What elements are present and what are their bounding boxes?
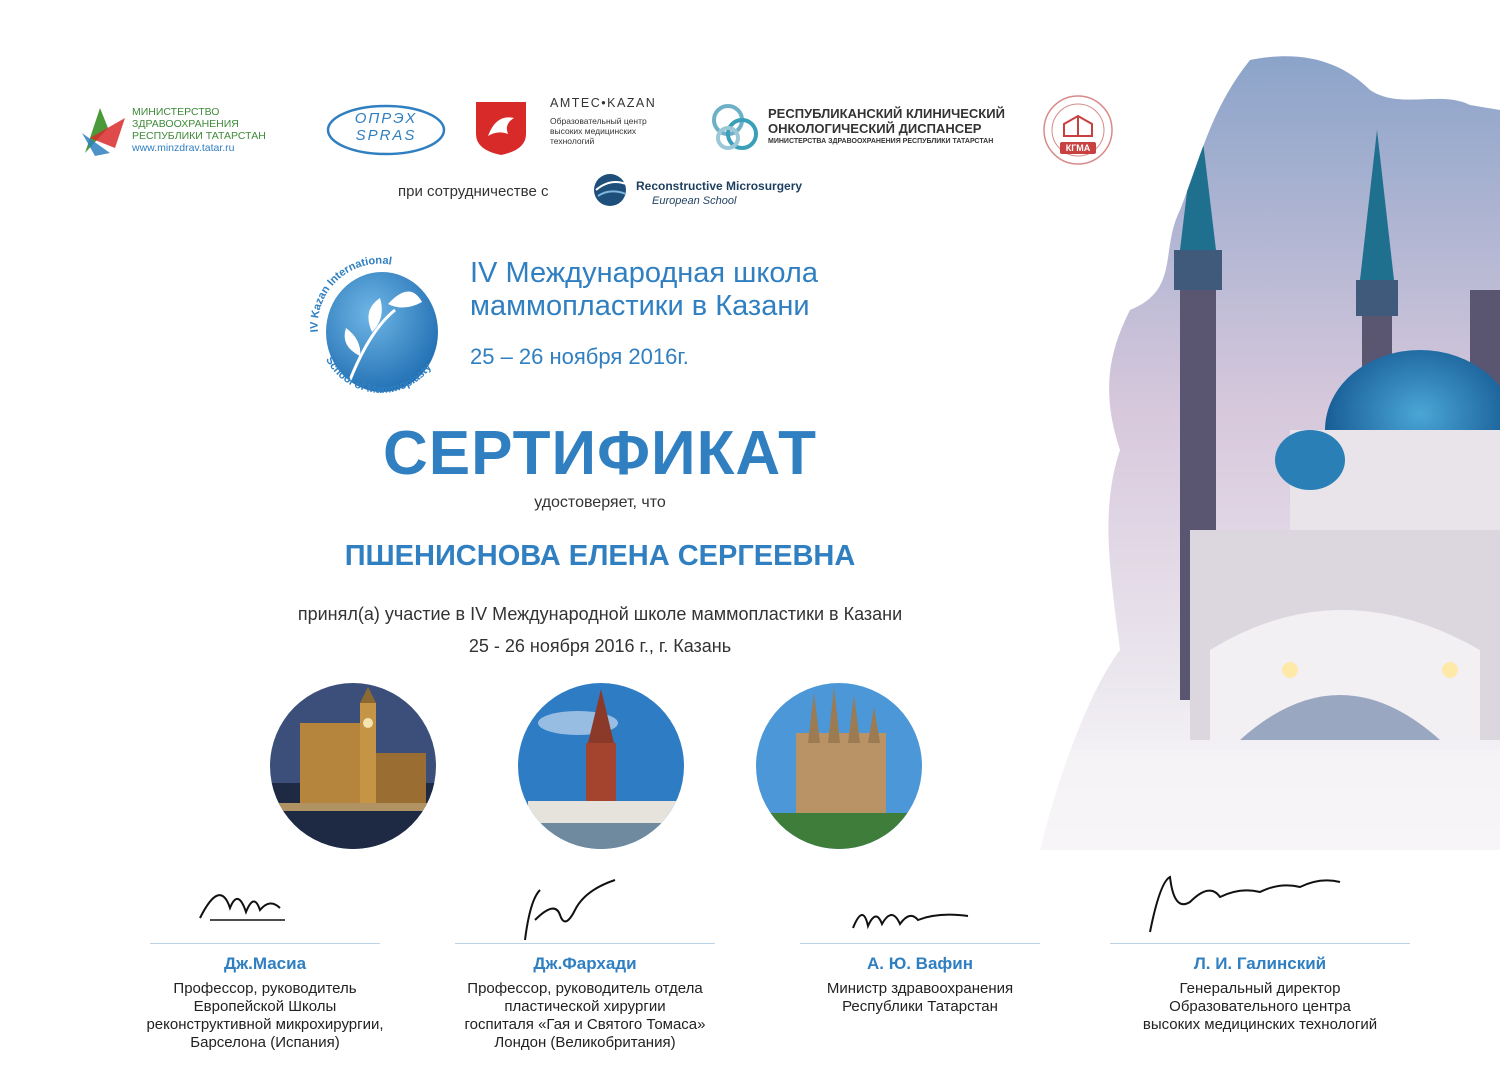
ministry-line2: РЕСПУБЛИКИ ТАТАРСТАН	[132, 130, 266, 142]
signatory-block	[790, 954, 1050, 1016]
amtec-line1: Образовательный центр	[550, 116, 647, 126]
photo-kazan	[518, 683, 684, 849]
event-dates: 25 – 26 ноября 2016г.	[470, 344, 689, 369]
certificate-heading: СЕРТИФИКАТ	[383, 419, 817, 488]
oncology-line3: МИНИСТЕРСТВА ЗДРАВООХРАНЕНИЯ РЕСПУБЛИКИ ТАТАРСТАН	[768, 138, 994, 145]
ministry-logo	[80, 98, 295, 158]
signature-line	[455, 943, 715, 944]
amtec-title: AMTEC•KAZAN	[550, 96, 657, 110]
signatory-role-line: пластической хирургии	[504, 998, 666, 1015]
signature-line	[800, 943, 1040, 944]
microsurgery-school-logo	[592, 172, 632, 208]
amtec-line2: высоких медицинских	[550, 126, 637, 136]
amtec-line3: технологий	[550, 136, 595, 146]
kgma-logo	[1042, 94, 1114, 166]
signature-line	[1110, 943, 1410, 944]
signatory-role-line: Министр здравоохранения	[826, 980, 1014, 997]
signature-farhadi-image	[505, 870, 625, 950]
amtec-logo	[474, 96, 694, 158]
ministry-url: www.minzdrav.tatar.ru	[132, 142, 235, 154]
oncology-logo	[708, 100, 1028, 156]
spras-line1: ОПРЭХ	[354, 110, 418, 127]
school-arc-top-text: IV Kazan International	[308, 254, 393, 333]
ministry-emblem-icon	[80, 98, 130, 158]
barcelona-sagrada-familia-image	[756, 683, 922, 849]
oncology-emblem-icon	[708, 102, 764, 154]
signatory-name: Дж.Фархади	[533, 954, 637, 973]
signatory-block	[130, 954, 400, 1052]
signatory-role-line: Генеральный директор	[1179, 980, 1341, 997]
signatory-name: А. Ю. Вафин	[866, 954, 974, 973]
event-title-line2: маммопластики в Казани	[470, 290, 810, 322]
signatory-role-line: Лондон (Великобритания)	[494, 1034, 676, 1051]
spras-line2: SPRAS	[355, 127, 417, 144]
kgma-seal-icon	[1042, 94, 1114, 166]
signatory-role-line: госпиталя «Гая и Святого Томаса»	[464, 1016, 706, 1033]
signatory-role-line: реконструктивной микрохирургии,	[146, 1016, 384, 1033]
london-westminster-image	[270, 683, 436, 849]
photo-london	[270, 683, 436, 849]
mosque-panel-image	[1040, 50, 1500, 850]
microsurgery-globe-icon	[592, 172, 632, 208]
signatory-name: Дж.Масиа	[223, 954, 307, 973]
oncology-line2: ОНКОЛОГИЧЕСКИЙ ДИСПАНСЕР	[768, 121, 982, 136]
signatory-role-line: Барселона (Испания)	[190, 1034, 340, 1051]
signatory-role-line: Республики Татарстан	[842, 998, 998, 1015]
partner-line2: European School	[652, 195, 737, 207]
signatory-role-line: высоких медицинских технологий	[1142, 1016, 1378, 1033]
ministry-line1: МИНИСТЕРСТВО ЗДРАВООХРАНЕНИЯ	[132, 106, 239, 130]
certifies-text: удостоверяет, что	[534, 494, 666, 511]
cooperation-prefix: при сотрудничестве с	[398, 183, 549, 200]
partner-line1: Reconstructive Microsurgery	[636, 179, 803, 193]
school-of-mammoplasty-logo	[300, 240, 460, 410]
signatory-block	[430, 954, 740, 1052]
kazan-tower-image	[518, 683, 684, 849]
spras-logo	[326, 104, 446, 156]
signatory-name: Л. И. Галинский	[1193, 954, 1327, 973]
kgma-label: КГМА	[1060, 142, 1096, 154]
recipient-name: ПШЕНИСНОВА ЕЛЕНА СЕРГЕЕВНА	[344, 540, 856, 572]
oncology-line1: РЕСПУБЛИКАНСКИЙ КЛИНИЧЕСКИЙ	[768, 106, 1005, 121]
signatory-block	[1100, 954, 1420, 1034]
signature-line	[150, 943, 380, 944]
event-title-line1: IV Международная школа	[470, 257, 818, 289]
school-arc-bottom-text: School of Mammoplasty	[323, 354, 434, 397]
signatory-role-line: Профессор, руководитель	[173, 980, 357, 997]
photo-barcelona	[756, 683, 922, 849]
amtec-shield-icon	[474, 100, 528, 156]
signature-vafin-image	[848, 898, 978, 938]
signatory-role-line: Европейской Школы	[193, 998, 337, 1015]
signature-galinsky-image	[1130, 862, 1350, 942]
signatory-role-line: Профессор, руководитель отдела	[467, 980, 703, 997]
participation-text: принял(а) участие в IV Международной школе маммопластики в Казани	[297, 604, 903, 624]
date-place-text: 25 - 26 ноября 2016 г., г. Казань	[468, 636, 732, 656]
signatory-role-line: Образовательного центра	[1169, 998, 1351, 1015]
signature-masia-image	[190, 868, 290, 928]
